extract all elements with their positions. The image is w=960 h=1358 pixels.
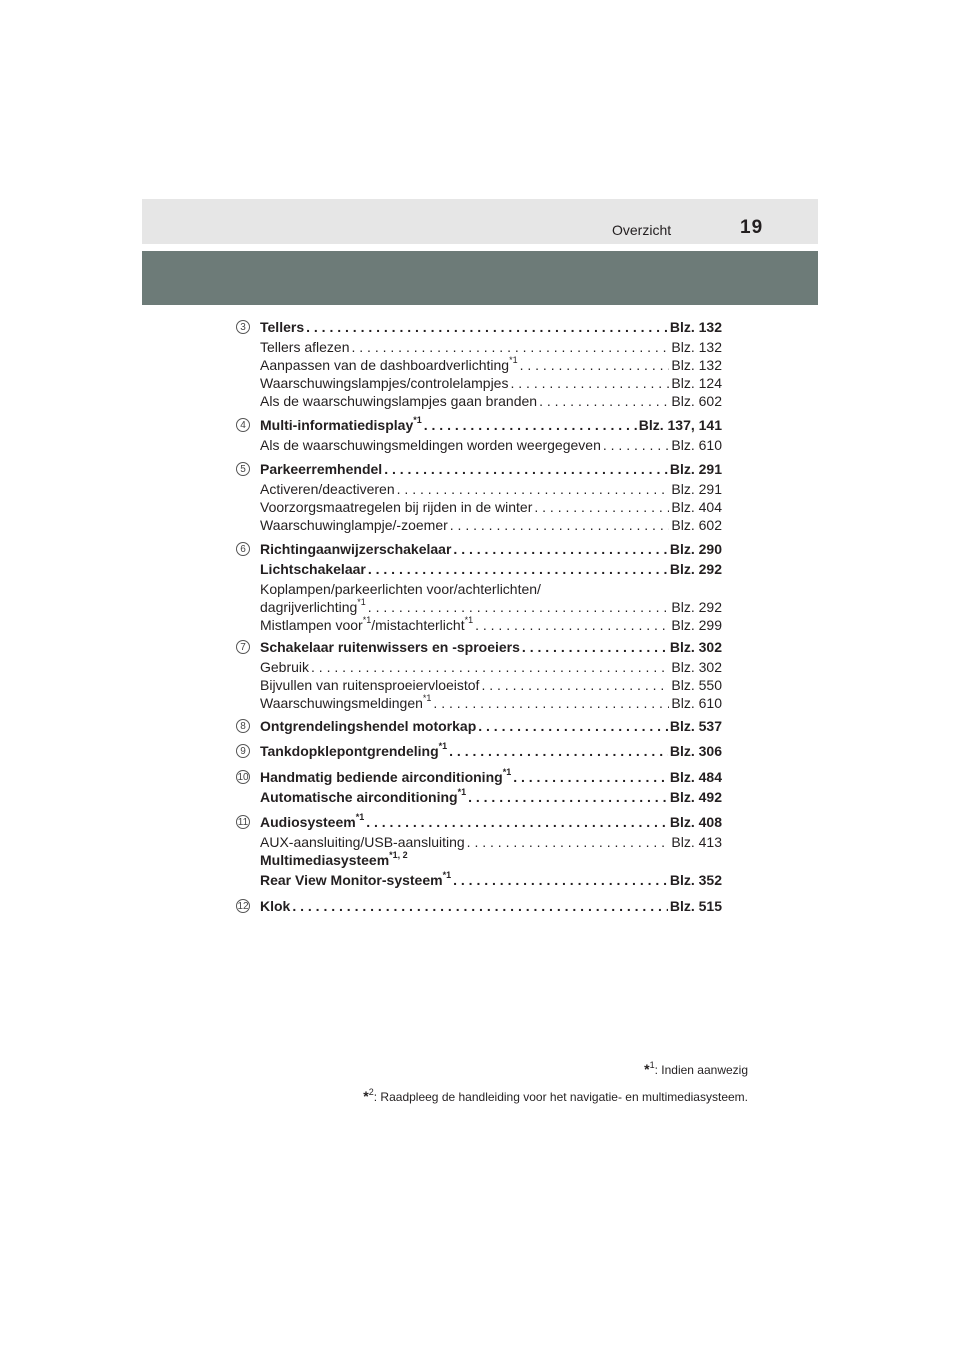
dot-leader [306, 318, 668, 336]
page-reference: Blz. 492 [669, 789, 722, 805]
page-reference: Blz. 537 [669, 718, 722, 734]
section-title: Overzicht [612, 222, 672, 238]
page-reference: Blz. 484 [669, 769, 722, 785]
dot-leader [467, 833, 670, 851]
toc-sub-entry[interactable] [260, 392, 722, 410]
page-reference: Blz. 302 [669, 639, 722, 655]
toc-sub-entry[interactable] [260, 480, 722, 498]
entry-label: Gebruik [260, 659, 310, 675]
toc-sub-entry[interactable] [260, 676, 722, 694]
entry-label: Rear View Monitor-systeem$^{*1}$ [260, 870, 452, 888]
page-reference: Blz. 299 [671, 617, 722, 633]
page-reference: Blz. 290 [669, 541, 722, 557]
toc-main-entry[interactable] [260, 560, 722, 578]
toc-main-entry[interactable] [260, 813, 722, 831]
item-number-badge: 10 [237, 772, 249, 783]
entry-label: Koplampen/parkeerlichten voor/achterlichten/ [260, 581, 541, 597]
toc-sub-entry[interactable] [260, 498, 722, 516]
entry-label: Waarschuwingslampjes/controlelampjes [260, 375, 509, 391]
page-reference: Blz. 302 [671, 659, 722, 675]
toc-sub-entry[interactable] [260, 833, 722, 851]
toc-main-entry[interactable] [260, 851, 722, 869]
toc-main-entry[interactable] [260, 638, 722, 656]
entry-label: Multimediasysteem$^{*1, 2}$ [260, 850, 408, 868]
page-reference: Blz. 124 [671, 375, 722, 391]
toc-sub-entry[interactable] [260, 516, 722, 534]
page-reference: Blz. 306 [669, 743, 722, 759]
entry-label: Voorzorgsmaatregelen bij rijden in de winter [260, 499, 533, 515]
toc-main-entry[interactable] [260, 460, 722, 478]
toc-main-entry[interactable] [260, 540, 722, 558]
dot-leader [450, 516, 670, 534]
dot-leader [384, 460, 668, 478]
page-reference: Blz. 291 [669, 461, 722, 477]
dot-leader [534, 498, 669, 516]
footnote: *$^1$: Indien aanwezig [644, 1060, 748, 1077]
entry-label: Activeren/deactiveren [260, 481, 395, 497]
item-number-badge: 9 [236, 744, 250, 758]
entry-label: Ontgrendelingshendel motorkap [260, 718, 477, 734]
entry-label: Parkeerremhendel [260, 461, 383, 477]
dot-leader [510, 374, 669, 392]
entry-label: Lichtschakelaar [260, 561, 366, 577]
item-number-badge: 12 [237, 901, 249, 912]
entry-label: Als de waarschuwingsmeldingen worden weergegeven [260, 437, 601, 453]
item-number-badge: 4 [236, 418, 250, 432]
toc-sub-entry[interactable] [260, 694, 722, 712]
page-reference: Blz. 515 [669, 898, 722, 914]
dot-leader [424, 416, 637, 434]
dot-leader [522, 638, 668, 656]
page-reference: Blz. 413 [671, 834, 722, 850]
page-reference: Blz. 291 [671, 481, 722, 497]
toc-sub-entry[interactable] [260, 598, 722, 616]
entry-label: Aanpassen van de dashboardverlichting$^{*1}$ [260, 355, 518, 373]
item-number-badge: 3 [236, 320, 250, 334]
entry-label: Audiosysteem$^{*1}$ [260, 812, 365, 830]
entry-label: dagrijverlichting$^{*1}$ [260, 597, 366, 615]
toc-sub-entry[interactable] [260, 356, 722, 374]
dot-leader [520, 356, 670, 374]
entry-label: Bijvullen van ruitensproeiervloeistof [260, 677, 480, 693]
entry-label: Tankdopklepontgrendeling$^{*1}$ [260, 741, 448, 759]
entry-label: Waarschuwinglampje/-zoemer [260, 517, 448, 533]
dot-leader [513, 768, 668, 786]
item-number-badge: 5 [236, 462, 250, 476]
dot-leader [453, 540, 667, 558]
toc-main-entry[interactable] [260, 897, 722, 915]
page-number: 19 [740, 217, 764, 238]
page-reference: Blz. 408 [669, 814, 722, 830]
entry-label: Waarschuwingsmeldingen$^{*1}$ [260, 693, 432, 711]
entry-label: Automatische airconditioning$^{*1}$ [260, 787, 467, 805]
toc-main-entry[interactable] [260, 717, 722, 735]
page-reference: Blz. 610 [671, 695, 722, 711]
page-reference: Blz. 352 [669, 872, 722, 888]
entry-label: Richtingaanwijzerschakelaar [260, 541, 452, 557]
dot-leader [352, 338, 670, 356]
page-reference: Blz. 404 [671, 499, 722, 515]
dot-leader [453, 871, 668, 889]
toc-main-entry[interactable] [260, 871, 722, 889]
toc-sub-entry[interactable] [260, 436, 722, 454]
toc-sub-entry[interactable] [260, 374, 722, 392]
dot-leader [539, 392, 669, 410]
dot-leader [481, 676, 669, 694]
toc-sub-entry[interactable] [260, 616, 722, 634]
page-reference: Blz. 132 [669, 319, 722, 335]
page-reference: Blz. 602 [671, 393, 722, 409]
page-reference: Blz. 292 [671, 599, 722, 615]
page-reference: Blz. 132 [671, 339, 722, 355]
page-reference: Blz. 132 [671, 357, 722, 373]
toc-main-entry[interactable] [260, 742, 722, 760]
dot-leader [433, 694, 669, 712]
entry-label: Mistlampen voor$^{*1}$/mistachterlicht$^{*1}$ [260, 615, 474, 633]
item-number-badge: 8 [236, 719, 250, 733]
dot-leader [311, 658, 669, 676]
page-reference: Blz. 610 [671, 437, 722, 453]
entry-label: Schakelaar ruitenwissers en -sproeiers [260, 639, 520, 655]
dot-leader [366, 813, 668, 831]
toc-sub-entry[interactable] [260, 338, 722, 356]
toc-main-entry[interactable] [260, 416, 722, 434]
entry-label: Als de waarschuwingslampjes gaan branden [260, 393, 538, 409]
footnotes [363, 1056, 748, 1110]
page-reference: Blz. 137, 141 [638, 417, 722, 433]
title-band [142, 251, 818, 305]
entry-label: Klok [260, 898, 291, 914]
dot-leader [475, 616, 669, 634]
item-number-badge: 7 [236, 640, 250, 654]
dot-leader [603, 436, 670, 454]
dot-leader [468, 788, 668, 806]
dot-leader [368, 598, 670, 616]
page-reference: Blz. 550 [671, 677, 722, 693]
toc-main-entry[interactable] [260, 318, 722, 336]
entry-label: Tellers aflezen [260, 339, 350, 355]
toc-main-entry[interactable] [260, 788, 722, 806]
entry-label: Handmatig bediende airconditioning$^{*1}$ [260, 767, 512, 785]
dot-leader [368, 560, 668, 578]
item-number-badge: 6 [236, 542, 250, 556]
page-reference: Blz. 602 [671, 517, 722, 533]
entry-label: AUX-aansluiting/USB-aansluiting [260, 834, 465, 850]
toc-main-entry[interactable] [260, 768, 722, 786]
dot-leader [449, 742, 668, 760]
dot-leader [478, 717, 668, 735]
header-bar [142, 199, 818, 244]
toc-sub-entry[interactable] [260, 658, 722, 676]
dot-leader [397, 480, 670, 498]
entry-label: Tellers [260, 319, 305, 335]
page-reference: Blz. 292 [669, 561, 722, 577]
item-number-badge: 11 [237, 817, 249, 828]
dot-leader [292, 897, 668, 915]
footnote: *$^2$: Raadpleeg de handleiding voor het navigatie- en multimediasysteem. [363, 1087, 748, 1104]
toc-sub-entry[interactable] [260, 580, 722, 598]
entry-label: Multi-informatiedisplay$^{*1}$ [260, 415, 422, 433]
